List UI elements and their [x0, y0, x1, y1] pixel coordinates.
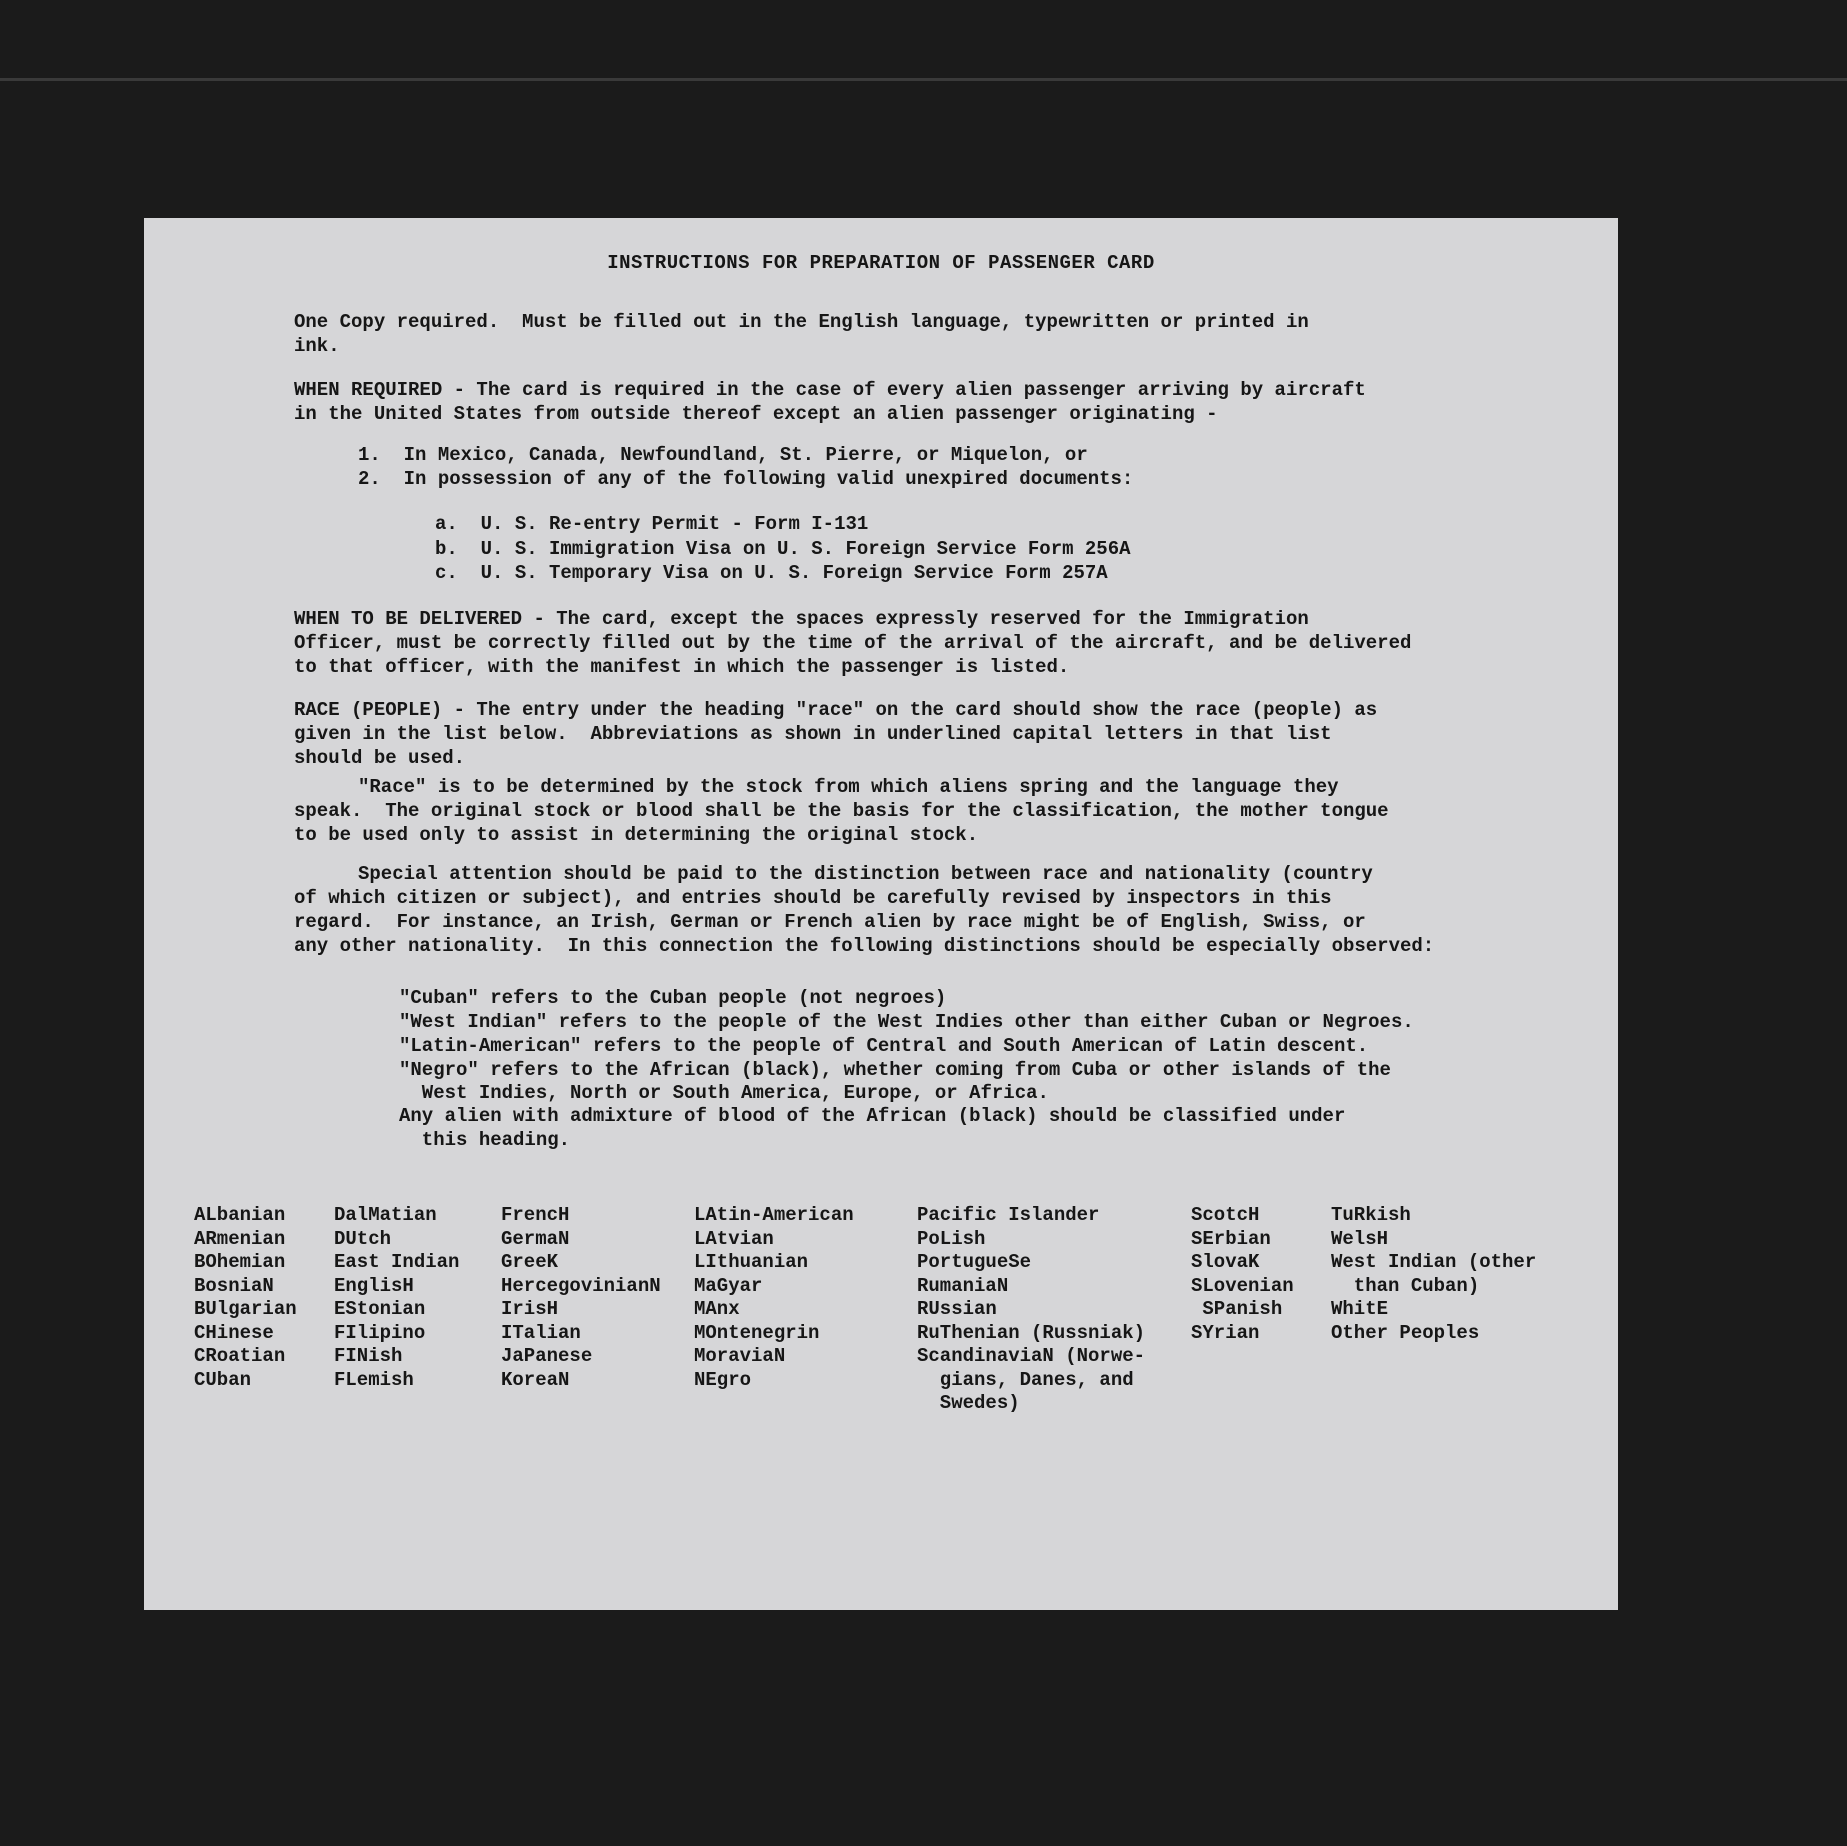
race-entry: CUban — [194, 1368, 252, 1391]
race-entry: WhitE — [1331, 1298, 1389, 1320]
race-entry: WelsH — [1331, 1227, 1389, 1250]
distinction-line: "Negro" refers to the African (black), whether coming from Cuba or other islands of the — [399, 1059, 1391, 1081]
document-item: b. U. S. Immigration Visa on U. S. Foreign Service Form 256A — [435, 538, 1131, 560]
race-entry: KoreaN — [501, 1368, 570, 1391]
race-entry: RUssian — [917, 1298, 997, 1320]
distinction-line: this heading. — [399, 1129, 571, 1151]
race-entry: FIlipino — [334, 1321, 426, 1344]
race-entry: DalMatian — [334, 1204, 437, 1226]
race-entry: ITalian — [501, 1321, 581, 1344]
race-entry: JaPanese — [501, 1345, 593, 1367]
race-entry: EStonian — [334, 1298, 426, 1320]
race-entry: ALbanian — [194, 1204, 286, 1226]
race-entry: SPanish — [1191, 1298, 1283, 1320]
distinction-line: "West Indian" refers to the people of the West Indies other than either Cuban or Negroes. — [399, 1011, 1414, 1033]
when-delivered-paragraph: WHEN TO BE DELIVERED - The card, except the spaces expressly reserved for the Immigration Officer, must be correctly filled out by the time of the arrival of the aircraft, and be delivered to that officer, with the manifest in which the passenger is listed. — [294, 608, 1412, 678]
race-entry: CRoatian — [194, 1345, 286, 1367]
race-entry: DUtch — [334, 1227, 392, 1250]
race-list-column-7 — [1331, 1204, 1536, 1345]
document-title: INSTRUCTIONS FOR PREPARATION OF PASSENGER CARD — [607, 252, 1155, 274]
race-entry: TuRkish — [1331, 1204, 1411, 1226]
race-entry: LAtvian — [694, 1227, 774, 1250]
race-entry: than Cuban) — [1331, 1274, 1480, 1297]
race-entry: ARmenian — [194, 1227, 286, 1250]
race-entry: SLovenian — [1191, 1274, 1294, 1297]
race-entry: FLemish — [334, 1368, 414, 1391]
race-list-column-6 — [1191, 1204, 1294, 1345]
race-entry: NEgro — [694, 1368, 752, 1391]
scan-border-line — [0, 78, 1847, 81]
race-list-column-5 — [917, 1204, 1145, 1416]
race-entry: PortugueSe — [917, 1251, 1032, 1273]
race-entry: SlovaK — [1191, 1251, 1260, 1273]
distinction-line: "Latin-American" refers to the people of Central and South American of Latin descent. — [399, 1035, 1369, 1057]
race-entry: SErbian — [1191, 1227, 1271, 1250]
race-list-column-2 — [334, 1204, 459, 1392]
race-heading-paragraph: RACE (PEOPLE) - The entry under the heading "race" on the card should show the race (people) as given in the list below. Abbreviations as shown in underlined capital letters in that list should be used. — [294, 699, 1378, 769]
race-entry: EnglisH — [334, 1274, 414, 1297]
special-attention-paragraph: Special attention should be paid to the distinction between race and nationality (country of which citizen or subject), and entries should be carefully revised by inspectors in this regard. For instance, an Irish, German or French alien by race might be of English, Swiss, or any other nationality. In this connection the following distinctions should be especially observed: — [294, 863, 1435, 957]
race-entry: BOhemian — [194, 1251, 286, 1273]
race-entry: BosniaN — [194, 1274, 274, 1297]
race-definition-paragraph: "Race" is to be determined by the stock from which aliens spring and the language they speak. The original stock or blood shall be the basis for the classification, the mother tongue to be used only to assist in determining the original stock. — [294, 776, 1389, 846]
race-entry: GermaN — [501, 1227, 570, 1250]
race-entry: FrencH — [501, 1204, 570, 1226]
race-list-column-1 — [194, 1204, 297, 1392]
race-entry: MOntenegrin — [694, 1321, 820, 1344]
race-entry: LIthuanian — [694, 1251, 809, 1273]
race-entry: LAtin-American — [694, 1204, 854, 1226]
race-entry: HercegovinianN — [501, 1274, 661, 1297]
race-entry: GreeK — [501, 1251, 559, 1273]
distinction-line: "Cuban" refers to the Cuban people (not negroes) — [399, 987, 947, 1009]
race-entry: BUlgarian — [194, 1298, 297, 1320]
intro-paragraph: One Copy required. Must be filled out in the English language, typewritten or printed in ink. — [294, 311, 1309, 357]
race-list-column-4 — [694, 1204, 854, 1392]
race-entry: West Indian (other — [1331, 1251, 1537, 1273]
race-entry: FINish — [334, 1345, 403, 1367]
race-entry: Swedes) — [917, 1392, 1020, 1414]
exception-item: 2. In possession of any of the following valid unexpired documents: — [358, 468, 1134, 490]
when-required-paragraph: WHEN REQUIRED - The card is required in the case of every alien passenger arriving by aircraft in the United States from outside thereof except an alien passenger originating - — [294, 379, 1366, 425]
exception-item: 1. In Mexico, Canada, Newfoundland, St. Pierre, or Miquelon, or — [358, 444, 1088, 466]
race-entry: ScotcH — [1191, 1204, 1260, 1226]
document-item: c. U. S. Temporary Visa on U. S. Foreign Service Form 257A — [435, 562, 1108, 584]
race-entry: MoraviaN — [694, 1345, 786, 1367]
distinction-line: West Indies, North or South America, Europe, or Africa. — [399, 1082, 1049, 1104]
race-entry: MAnx — [694, 1298, 740, 1320]
race-entry: MaGyar — [694, 1274, 763, 1297]
race-entry: East Indian — [334, 1251, 460, 1273]
race-entry: IrisH — [501, 1298, 559, 1320]
race-entry: RumaniaN — [917, 1274, 1009, 1297]
race-entry: PoLish — [917, 1227, 986, 1250]
document-page — [144, 218, 1618, 1610]
race-entry: Pacific Islander — [917, 1204, 1100, 1226]
distinction-line: Any alien with admixture of blood of the African (black) should be classified under — [399, 1105, 1346, 1127]
race-entry: ScandinaviaN (Norwe- — [917, 1345, 1146, 1367]
race-entry: RuThenian (Russniak) — [917, 1321, 1146, 1344]
race-entry: CHinese — [194, 1321, 274, 1344]
race-entry: Other Peoples — [1331, 1321, 1480, 1344]
race-list-column-3 — [501, 1204, 661, 1392]
race-entry: gians, Danes, and — [917, 1368, 1134, 1391]
document-item: a. U. S. Re-entry Permit - Form I-131 — [435, 513, 869, 535]
race-entry: SYrian — [1191, 1321, 1260, 1344]
